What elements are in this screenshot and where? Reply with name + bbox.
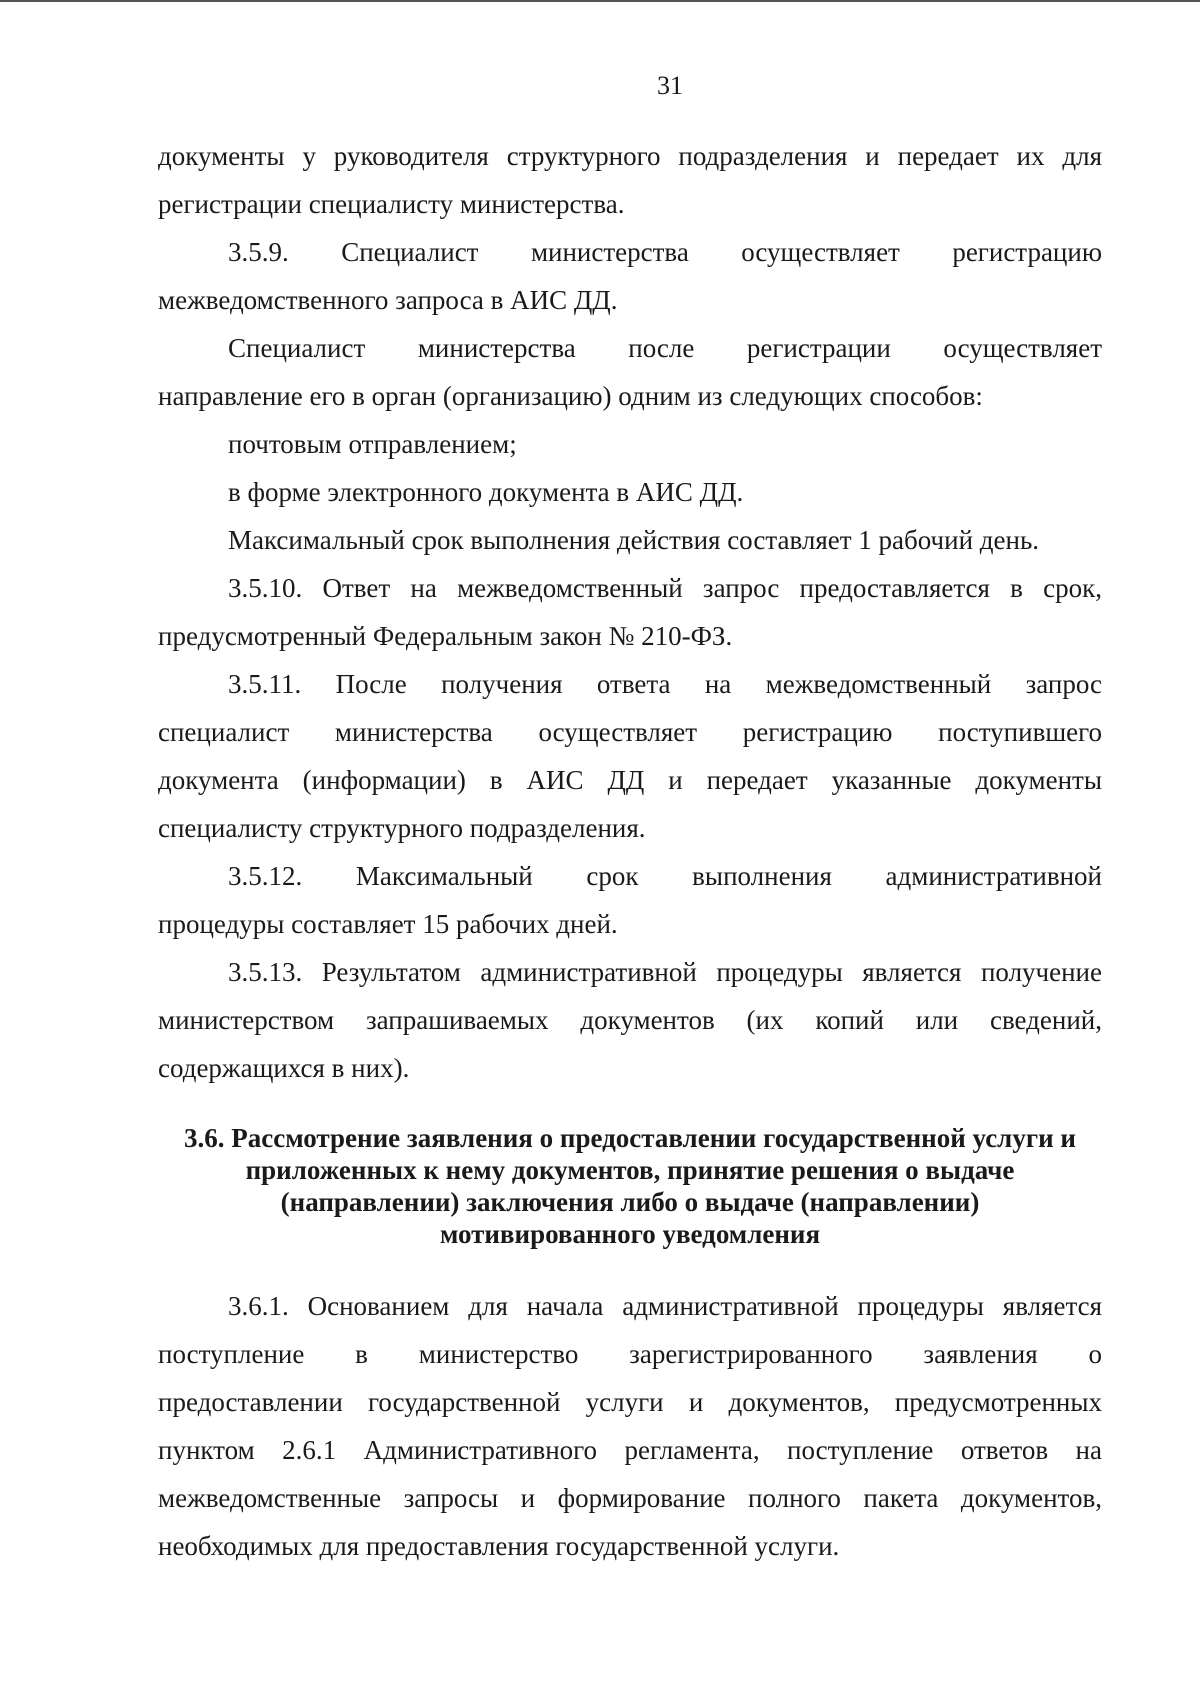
text-line: процедуры составляет 15 рабочих дней.: [158, 909, 618, 939]
text-line: специалист министерства осуществляет регистрацию поступившего: [158, 717, 1102, 747]
text-line: межведомственного запроса в АИС ДД.: [158, 285, 618, 315]
text-line: Специалист министерства после регистрации осуществляет: [228, 333, 1102, 363]
text-line: 3.5.9. Специалист министерства осуществляет регистрацию: [228, 237, 1102, 267]
text-line: 3.6.1. Основанием для начала административной процедуры является: [228, 1291, 1102, 1321]
document-page: [158, 70, 1102, 1570]
paragraph-p3: [158, 324, 1102, 420]
text-line: в форме электронного документа в АИС ДД.: [228, 477, 744, 507]
paragraph-p10: [158, 948, 1102, 1092]
page-number: 31: [657, 71, 683, 100]
paragraph-s1: [158, 1282, 1102, 1570]
text-line: министерством запрашиваемых документов (их копий или сведений,: [158, 1005, 1102, 1035]
text-line: Максимальный срок выполнения действия составляет 1 рабочий день.: [228, 525, 1040, 555]
top-border-line: [0, 0, 1200, 2]
text-line: 3.5.11. После получения ответа на межведомственный запрос: [228, 669, 1102, 699]
text-line: 3.5.12. Максимальный срок выполнения административной: [228, 861, 1102, 891]
text-line: документа (информации) в АИС ДД и передает указанные документы: [158, 765, 1102, 795]
text-line: специалисту структурного подразделения.: [158, 813, 646, 843]
text-line: направление его в орган (организацию) одним из следующих способов:: [158, 381, 983, 411]
section-heading: [158, 1122, 1102, 1250]
body-paragraphs: [158, 132, 1102, 1092]
text-line: предусмотренный Федеральным закон № 210-ФЗ.: [158, 621, 733, 651]
text-line: пунктом 2.6.1 Административного регламента, поступление ответов на: [158, 1435, 1102, 1465]
text-line: регистрации специалисту министерства.: [158, 189, 625, 219]
text-line: 3.5.13. Результатом административной процедуры является получение: [228, 957, 1102, 987]
section-heading-line: 3.6. Рассмотрение заявления о предоставлении государственной услуги и: [184, 1123, 1076, 1153]
text-line: межведомственные запросы и формирование полного пакета документов,: [158, 1483, 1102, 1513]
section-heading-line: приложенных к нему документов, принятие решения о выдаче: [245, 1155, 1015, 1185]
text-line: почтовым отправлением;: [228, 429, 517, 459]
section-heading-line: (направлении) заключения либо о выдаче (направлении): [280, 1187, 980, 1217]
paragraph-p4: [158, 420, 1102, 468]
paragraph-p5: [158, 468, 1102, 516]
text-line: поступление в министерство зарегистрированного заявления о: [158, 1339, 1102, 1369]
section-paragraphs: [158, 1282, 1102, 1570]
text-line: предоставлении государственной услуги и документов, предусмотренных: [158, 1387, 1102, 1417]
paragraph-p8: [158, 660, 1102, 852]
section-heading-line: мотивированного уведомления: [439, 1219, 821, 1249]
paragraph-p7: [158, 564, 1102, 660]
paragraph-p1: [158, 132, 1102, 228]
paragraph-p2: [158, 228, 1102, 324]
text-line: 3.5.10. Ответ на межведомственный запрос предоставляется в срок,: [228, 573, 1102, 603]
text-line: содержащихся в них).: [158, 1053, 410, 1083]
text-line: документы у руководителя структурного подразделения и передает их для: [158, 141, 1102, 171]
text-line: необходимых для предоставления государственной услуги.: [158, 1531, 840, 1561]
paragraph-p9: [158, 852, 1102, 948]
paragraph-p6: [158, 516, 1102, 564]
